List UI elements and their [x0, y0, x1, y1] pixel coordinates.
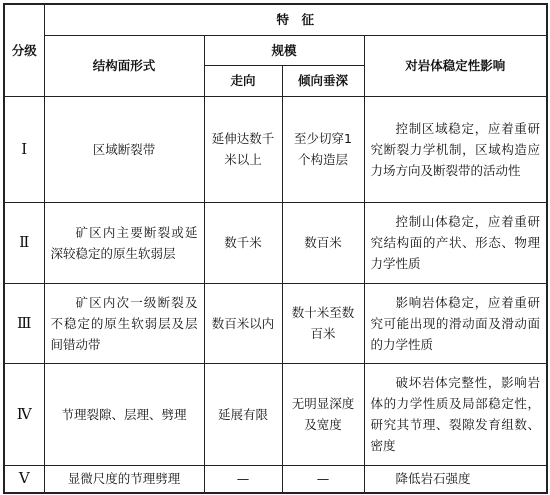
- grade-cell: Ⅳ: [4, 363, 44, 465]
- grade-cell: Ⅲ: [4, 283, 44, 363]
- grade-cell: Ⅱ: [4, 202, 44, 283]
- impact-cell: 控制区域稳定，应着重研究断裂力学机制，区域构造应力场方向及断裂带的活动性: [364, 96, 547, 202]
- impact-cell: 控制山体稳定，应着重研究结构面的产状、形态、物理力学性质: [364, 202, 547, 283]
- impact-cell: 破坏岩体完整性，影响岩体的力学性质及局部稳定性，研究其节理、裂隙发育组数、密度: [364, 363, 547, 465]
- form-cell: 显微尺度的节理劈理: [44, 465, 204, 493]
- grade-cell: Ⅰ: [4, 96, 44, 202]
- strike-cell: 延展有限: [204, 363, 282, 465]
- header-grade: 分级: [4, 4, 44, 96]
- table-row: [4, 363, 547, 465]
- depth-cell: 无明显深度及宽度: [282, 363, 364, 465]
- table-row: [4, 465, 547, 493]
- strike-cell: 延伸达数千米以上: [204, 96, 282, 202]
- form-cell: 节理裂隙、层理、劈理: [44, 363, 204, 465]
- table-row: [4, 96, 547, 202]
- depth-cell: 数百米: [282, 202, 364, 283]
- header-row-1: [4, 4, 547, 35]
- header-strike: 走向: [204, 65, 282, 96]
- depth-cell: 数十米至数百米: [282, 283, 364, 363]
- header-scale: 规模: [204, 35, 364, 65]
- structural-plane-classification-table: [3, 3, 548, 494]
- table-row: [4, 283, 547, 363]
- header-structure-form: 结构面形式: [44, 35, 204, 96]
- header-dip-depth: 倾向垂深: [282, 65, 364, 96]
- strike-cell: 数千米: [204, 202, 282, 283]
- form-cell: 矿区内主要断裂或延深较稳定的原生软弱层: [44, 202, 204, 283]
- form-cell: 矿区内次一级断裂及不稳定的原生软弱层及层间错动带: [44, 283, 204, 363]
- header-features: 特 征: [44, 4, 547, 35]
- depth-cell: 至少切穿1个构造层: [282, 96, 364, 202]
- table-row: [4, 202, 547, 283]
- depth-cell: —: [282, 465, 364, 493]
- impact-cell: 影响岩体稳定，应着重研究可能出现的滑动面及滑动面的力学性质: [364, 283, 547, 363]
- form-cell: 区域断裂带: [44, 96, 204, 202]
- impact-cell: 降低岩石强度: [364, 465, 547, 493]
- header-stability-impact: 对岩体稳定性影响: [364, 35, 547, 96]
- strike-cell: 数百米以内: [204, 283, 282, 363]
- header-row-2: [4, 35, 547, 65]
- strike-cell: —: [204, 465, 282, 493]
- grade-cell: Ⅴ: [4, 465, 44, 493]
